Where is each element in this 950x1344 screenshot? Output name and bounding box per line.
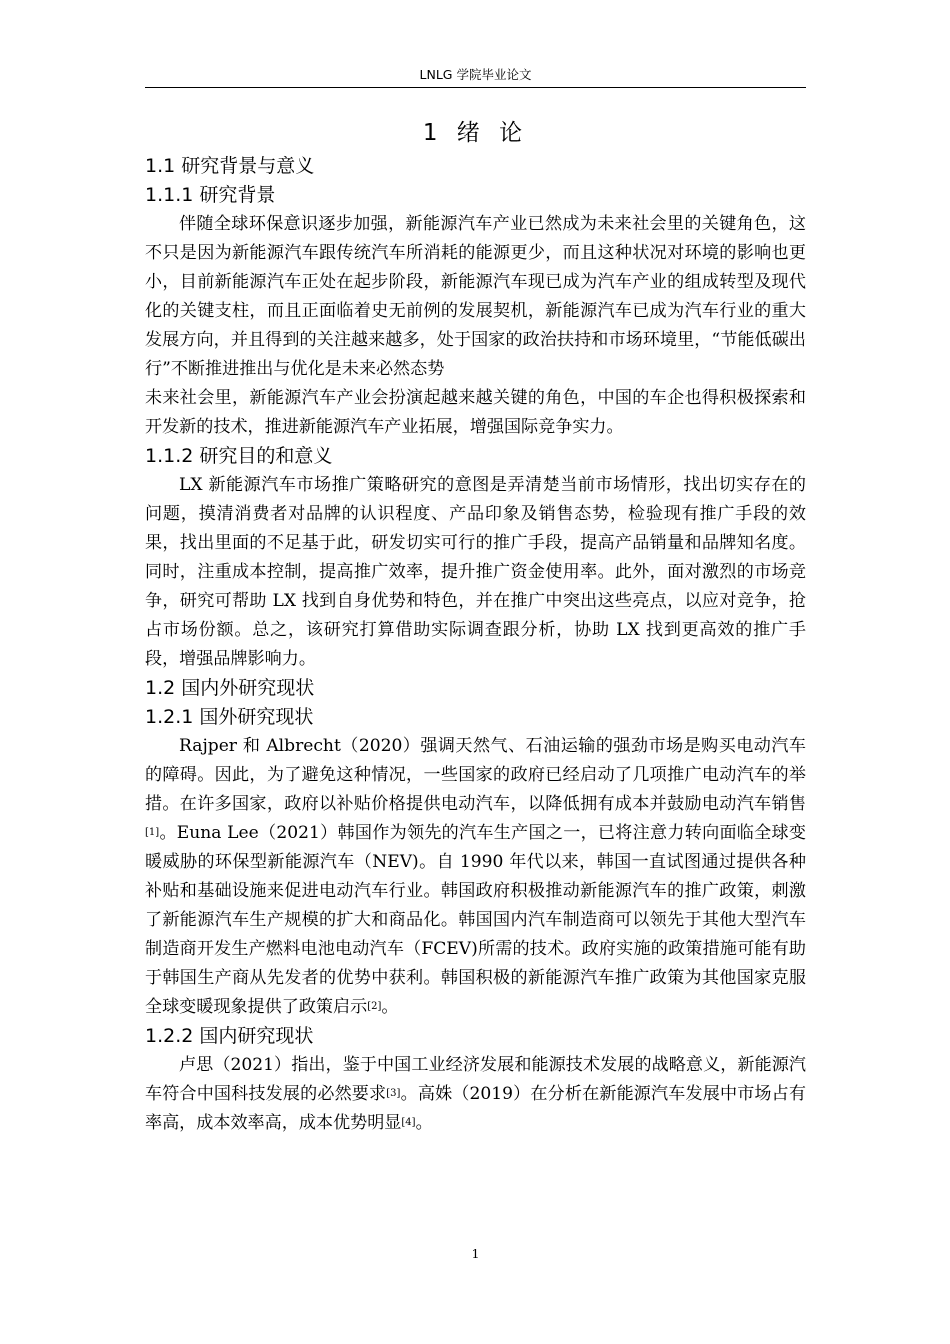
text-run: Rajper 和 Albrecht（2020）强调天然气、石油运输的强劲市场是购买电动汽车的障碍。因此，为了避免这种情况，一些国家的政府已经启动了几项推广电动汽车的举措。在许多国家，政府以补贴价格提供电动汽车，以降低拥有成本并鼓励电动汽车销售	[145, 736, 806, 814]
text-run: 。	[381, 997, 399, 1017]
citation-ref-2: [2]	[367, 1001, 382, 1012]
paragraph-foreign-research	[145, 732, 806, 1022]
page-body	[145, 116, 806, 1138]
page-number: 1	[471, 1246, 480, 1261]
section-heading-1-1: 1.1 研究背景与意义	[145, 155, 315, 177]
paragraph-purpose: LX 新能源汽车市场推广策略研究的意图是弄清楚当前市场情形，找出切实存在的问题，摸清消费者对品牌的认识程度、产品印象及销售态势，检验现有推广手段的效果，找出里面的不足基于此，研发切实可行的推广手段，提高产品销量和品牌知名度。同时，注重成本控制，提高推广效率，提升推广资金使用率。此外，面对激烈的市场竞争，研究可帮助 LX 找到自身优势和特色，并在推广中突出这些亮点，以应对竞争，抢占市场份额。总之，该研究打算借助实际调查跟分析，协助 LX 找到更高效的推广手段，增强品牌影响力。	[145, 475, 806, 669]
text-run: 。Euna Lee（2021）韩国作为领先的汽车生产国之一，已将注意力转向面临全球变暖威胁的环保型新能源汽车（NEV)。自 1990 年代以来，韩国一直试图通过提供各种补贴和基础设施来促进电动汽车行业。韩国政府积极推动新能源汽车的推广政策，刺激了新能源汽车生产规模的扩大和商品化。韩国国内汽车制造商可以领先于其他大型汽车制造商开发生产燃料电池电动汽车（FCEV)所需的技术。政府实施的政策措施可能有助于韩国生产商从先发者的优势中获利。韩国积极的新能源汽车推广政策为其他国家克服全球变暖现象提供了政策启示	[145, 823, 806, 1017]
subsection-heading-1-2-1: 1.2.1 国外研究现状	[145, 706, 314, 728]
citation-ref-1: [1]	[145, 827, 160, 838]
subsection-heading-1-1-1: 1.1.1 研究背景	[145, 184, 276, 206]
section-heading-1-2: 1.2 国内外研究现状	[145, 677, 315, 699]
chapter-title: 1 绪 论	[422, 120, 529, 146]
text-run: 。	[415, 1113, 433, 1133]
subsection-heading-1-1-2: 1.1.2 研究目的和意义	[145, 445, 333, 467]
paragraph-domestic-research	[145, 1051, 806, 1138]
text-run: 卢思（2021）指出，鉴于中国工业经济发展和能源技术发展的战略意义，新能源汽车符合中国科技发展的必然要求	[145, 1055, 806, 1104]
subsection-heading-1-2-2: 1.2.2 国内研究现状	[145, 1025, 314, 1047]
paragraph-background-2: 未来社会里，新能源汽车产业会扮演起越来越关键的角色，中国的车企也得积极探索和开发新的技术，推进新能源汽车产业拓展，增强国际竞争实力。	[145, 388, 806, 437]
paragraph-background-1: 伴随全球环保意识逐步加强，新能源汽车产业已然成为未来社会里的关键角色，这不只是因为新能源汽车跟传统汽车所消耗的能源更少，而且这种状况对环境的影响也更小，目前新能源汽车正处在起步阶段，新能源汽车现已成为汽车产业的组成转型及现代化的关键支柱，而且正面临着史无前例的发展契机，新能源汽车已成为汽车行业的重大发展方向，并且得到的关注越来越多，处于国家的政治扶持和市场环境里，“节能低碳出行”不断推进推出与优化是未来必然态势	[145, 214, 806, 379]
text-run: 。高姝（2019）在分析在新能源汽车发展中市场占有率高，成本效率高，成本优势明显	[145, 1084, 806, 1133]
citation-ref-3: [3]	[386, 1088, 401, 1099]
running-header: LNLG 学院毕业论文	[419, 67, 532, 82]
citation-ref-4: [4]	[401, 1117, 416, 1128]
header-rule	[145, 87, 806, 88]
